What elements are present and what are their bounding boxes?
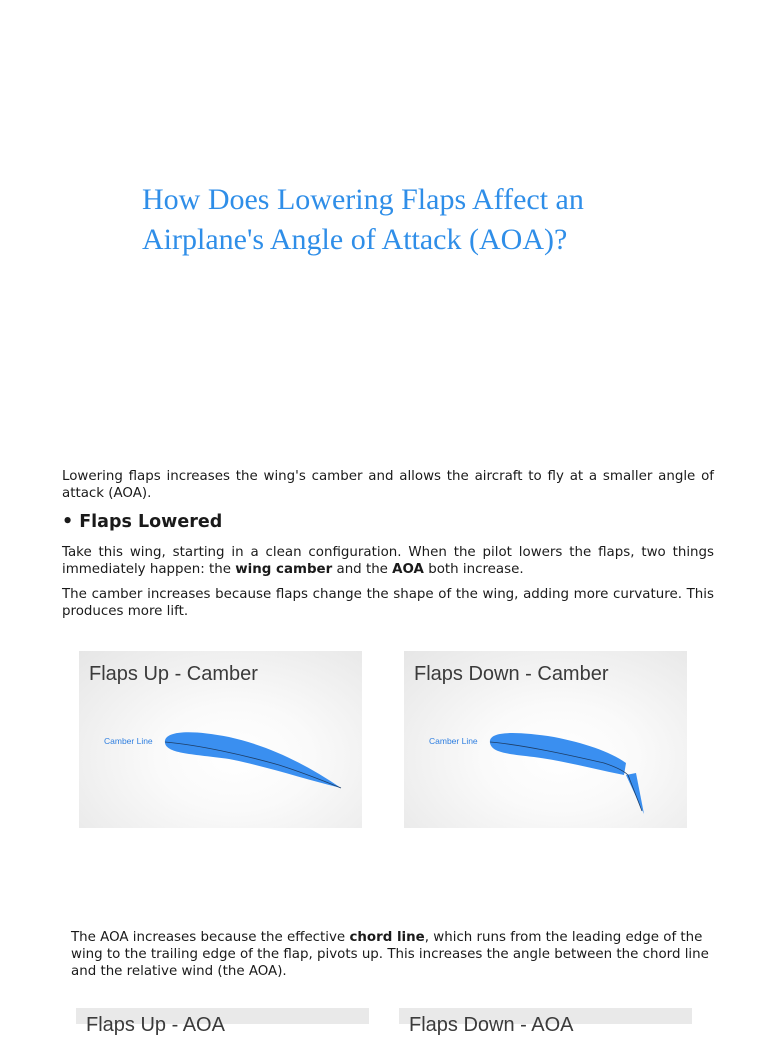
figure-flaps-down-aoa: [399, 1008, 692, 1036]
paragraph-flaps-lowered: [62, 544, 714, 578]
wing-airfoil-shape: [490, 733, 626, 775]
bullet-icon: •: [62, 512, 74, 532]
figure-title: Flaps Up - AOA: [86, 1014, 225, 1036]
intro-paragraph: Lowering flaps increases the wing's camber and allows the aircraft to fly at a smaller angle of attack (AOA).: [62, 469, 714, 501]
figure-flaps-down: [404, 651, 687, 828]
p3-bold-chord-line: chord line: [349, 930, 425, 945]
paragraph-camber: The camber increases because flaps change the shape of the wing, adding more curvature. This produces more lift.: [62, 587, 714, 619]
p1-bold-aoa: AOA: [392, 562, 424, 577]
wing-airfoil-shape: [165, 732, 341, 788]
figure-flaps-up-aoa: [76, 1008, 369, 1036]
camber-line-label: Camber Line: [104, 736, 153, 746]
p1-text-a: Take this wing, starting in a clean configuration. When the pilot lowers the flaps, two things immediately happen: the: [62, 545, 714, 577]
section-heading-text: Flaps Lowered: [79, 512, 223, 532]
figure-title: Flaps Down - AOA: [409, 1014, 574, 1036]
p1-text-b: and the: [332, 562, 393, 577]
paragraph-aoa: [71, 929, 711, 980]
camber-line-label: Camber Line: [429, 736, 478, 746]
page-title: How Does Lowering Flaps Affect an Airplane's Angle of Attack (AOA)?: [142, 183, 584, 256]
p1-bold-wing-camber: wing camber: [235, 562, 333, 577]
p1-text-c: both increase.: [423, 562, 524, 577]
figure-flaps-up: [79, 651, 362, 828]
figure-title: Flaps Down - Camber: [414, 663, 609, 685]
p3-text-a: The AOA increases because the effective: [71, 930, 350, 945]
section-heading: [62, 512, 222, 532]
figure-title: Flaps Up - Camber: [89, 663, 258, 685]
p3-text-b: , which runs from the leading edge of the wing to the trailing edge of the flap, pivots up. This increases the angle between the chord line and the relative wind (the AOA).: [71, 930, 709, 979]
